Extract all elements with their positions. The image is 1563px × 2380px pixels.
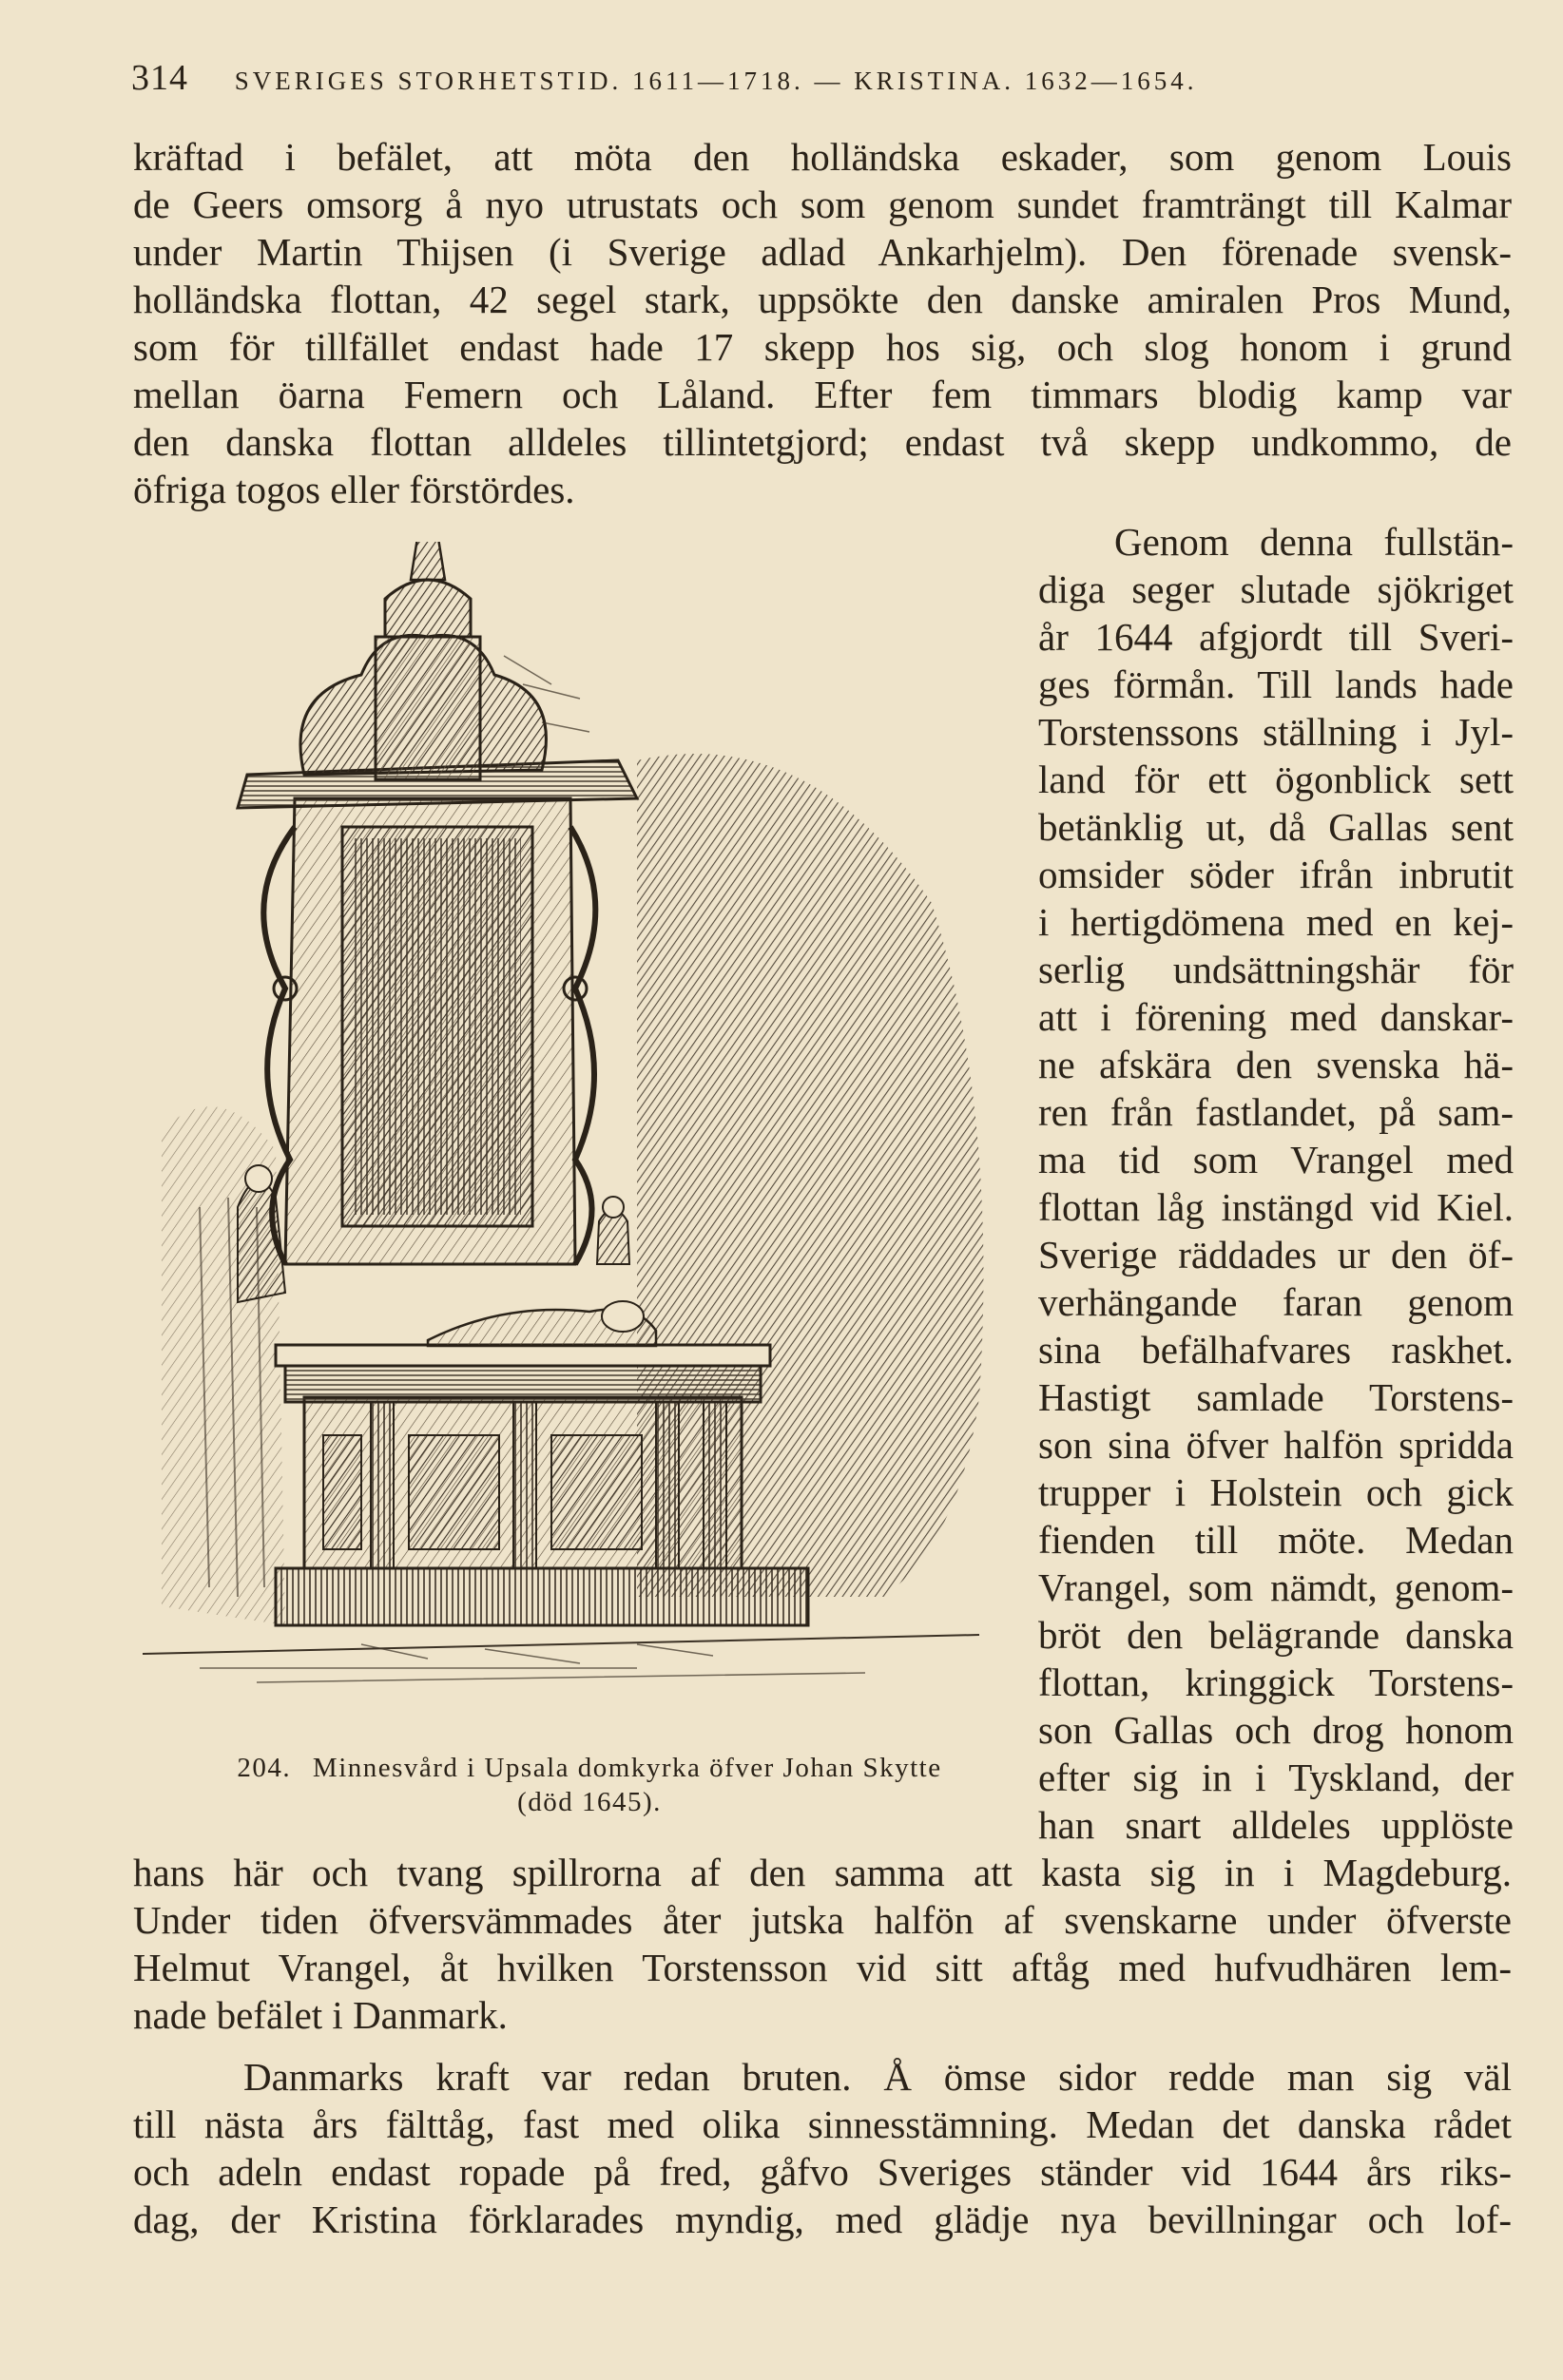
text-line: land för ett ögonblick sett <box>1038 758 1514 801</box>
caption-line-2: (död 1645). <box>517 1787 662 1817</box>
text-line: ren från fastlandet, på sam- <box>1038 1090 1514 1134</box>
text-line: år 1644 afgjordt till Sveri- <box>1038 615 1514 659</box>
text-line: flottan låg instängd vid Kiel. <box>1038 1185 1514 1229</box>
text-line: efter sig in i Tyskland, der <box>1038 1756 1514 1799</box>
text-line: som för tillfället endast hade 17 skepp hos sig, och slog honom i grund <box>133 325 1512 369</box>
text-line: serlig undsättningshär för <box>1038 948 1514 991</box>
text-line: Hastigt samlade Torstens- <box>1038 1375 1514 1419</box>
running-header <box>131 57 1500 99</box>
text-line: Sverige räddades ur den öf- <box>1038 1233 1514 1276</box>
text-line: ges förmån. Till lands hade <box>1038 662 1514 706</box>
text-line: holländska flottan, 42 segel stark, uppsökte den danske amiralen Pros Mund, <box>133 278 1512 321</box>
text-line: de Geers omsorg å nyo utrustats och som genom sundet framträngt till Kalmar <box>133 182 1512 226</box>
text-line: i hertigdömena med en kej- <box>1038 900 1514 944</box>
text-line: flottan, kringgick Torstens- <box>1038 1660 1514 1704</box>
text-line: Danmarks kraft var redan bruten. Å ömse sidor redde man sig väl <box>243 2055 1512 2099</box>
text-line: ma tid som Vrangel med <box>1038 1138 1514 1181</box>
text-line: ne afskära den svenska hä- <box>1038 1043 1514 1086</box>
text-line: Vrangel, som nämdt, genom- <box>1038 1565 1514 1609</box>
text-line: och adeln endast ropade på fred, gåfvo Sveriges ständer vid 1644 års riks- <box>133 2150 1512 2194</box>
text-line: verhängande faran genom <box>1038 1280 1514 1324</box>
text-line: Torstenssons ställning i Jyl- <box>1038 710 1514 754</box>
figure-caption <box>171 1751 1008 1819</box>
text-line: att i förening med danskar- <box>1038 995 1514 1039</box>
text-line: mellan öarna Femern och Låland. Efter fem timmars blodig kamp var <box>133 373 1512 416</box>
figure-number: 204. <box>237 1753 292 1783</box>
text-line: dag, der Kristina förklarades myndig, med glädje nya bevillningar och lof- <box>133 2198 1512 2241</box>
text-line: son sina öfver halfön spridda <box>1038 1423 1514 1467</box>
page-number: 314 <box>131 58 188 98</box>
text-line: till nästa års fälttåg, fast med olika sinnesstämning. Medan det danska rådet <box>133 2102 1512 2146</box>
text-line: kräftad i befälet, att möta den holländska eskader, som genom Louis <box>133 135 1512 179</box>
tomb-monument-engraving <box>143 542 1017 1735</box>
text-line: öfriga togos eller förstördes. <box>133 468 575 511</box>
text-line: trupper i Holstein och gick <box>1038 1470 1514 1514</box>
text-line: Under tiden öfversvämmades åter jutska halfön af svenskarne under öfverste <box>133 1898 1512 1942</box>
text-line: betänklig ut, då Gallas sent <box>1038 805 1514 849</box>
text-line: hans här och tvang spillrorna af den samma att kasta sig in i Magdeburg. <box>133 1851 1512 1894</box>
running-title: SVERIGES STORHETSTID. 1611—1718. — KRISTINA. 1632—1654. <box>234 67 1198 95</box>
text-line: diga seger slutade sjökriget <box>1038 567 1514 611</box>
text-line: Genom denna fullstän- <box>1114 520 1514 564</box>
text-line: under Martin Thijsen (i Sverige adlad Ankarhjelm). Den förenade svensk- <box>133 230 1512 274</box>
text-line: den danska flottan alldeles tillintetgjord; endast två skepp undkommo, de <box>133 420 1512 464</box>
text-line: fienden till möte. Medan <box>1038 1518 1514 1562</box>
text-line: han snart alldeles upplöste <box>1038 1803 1514 1847</box>
caption-line-1: Minnesvård i Upsala domkyrka öfver Johan Skytte <box>312 1753 942 1783</box>
text-line: bröt den belägrande danska <box>1038 1613 1514 1657</box>
text-line: nade befälet i Danmark. <box>133 1993 508 2037</box>
text-line: sina befälhafvares raskhet. <box>1038 1328 1514 1372</box>
text-line: omsider söder ifrån inbrutit <box>1038 853 1514 896</box>
text-line: son Gallas och drog honom <box>1038 1708 1514 1752</box>
text-line: Helmut Vrangel, åt hvilken Torstensson vid sitt aftåg med hufvudhären lem- <box>133 1946 1512 1989</box>
